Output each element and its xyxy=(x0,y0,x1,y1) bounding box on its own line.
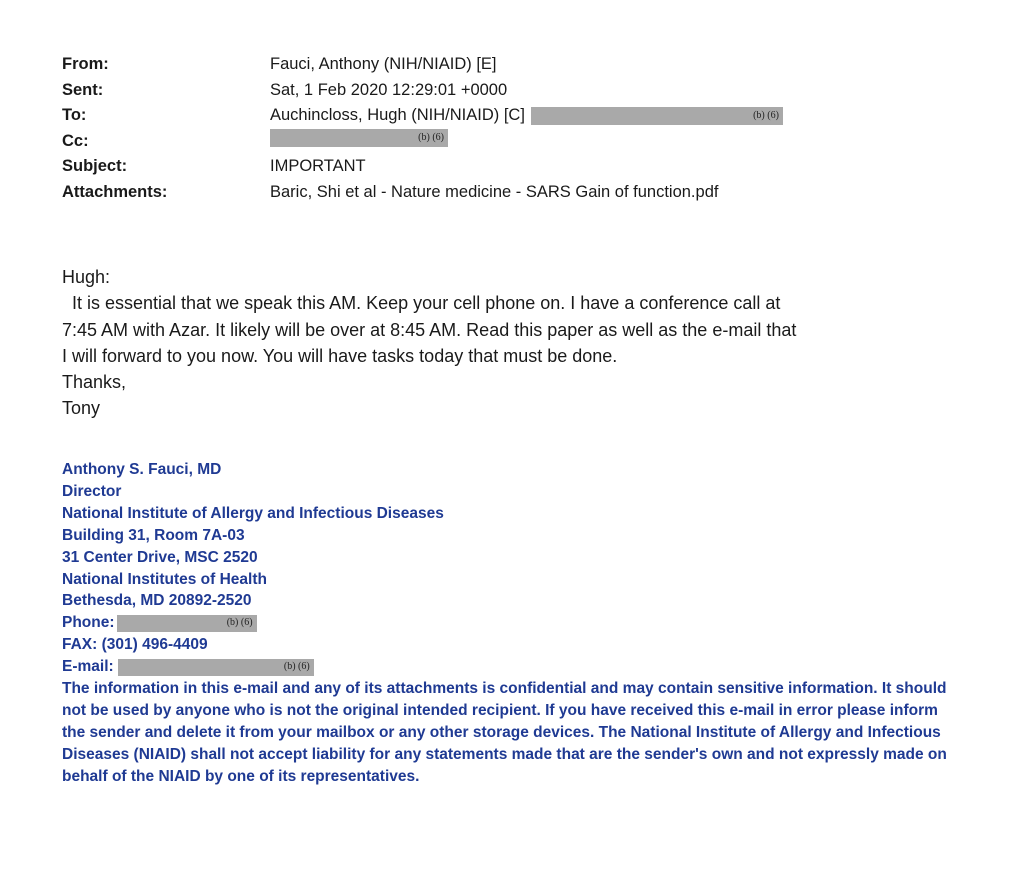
body-line-1: It is essential that we speak this AM. Keep your cell phone on. I have a conference call at xyxy=(72,293,781,314)
sig-street: 31 Center Drive, MSC 2520 xyxy=(62,548,258,566)
to-value: Auchincloss, Hugh (NIH/NIAID) [C] xyxy=(270,106,525,124)
phone-redaction: (b) (6) xyxy=(117,615,257,632)
cc-label: Cc: xyxy=(62,131,89,150)
cc-value-wrap xyxy=(270,129,448,147)
from-label: From: xyxy=(62,55,109,73)
sig-building: Building 31, Room 7A-03 xyxy=(62,526,245,544)
attachment-link[interactable]: Baric, Shi et al - Nature medicine - SARS Gain of function.pdf xyxy=(270,182,719,201)
sender-name: Tony xyxy=(62,398,101,419)
to-redaction: (b) (6) xyxy=(531,107,783,125)
sent-value: Sat, 1 Feb 2020 12:29:01 +0000 xyxy=(270,80,508,99)
phone-label: Phone: xyxy=(62,614,115,632)
to-value-wrap xyxy=(270,103,783,129)
sig-title: Director xyxy=(62,482,122,500)
subject-value: IMPORTANT xyxy=(270,157,366,175)
body-line-2: 7:45 AM with Azar. It likely will be over at 8:45 AM. Read this paper as well as the e-mail that xyxy=(62,319,797,340)
sig-fax: FAX: (301) 496-4409 xyxy=(62,636,208,654)
cc-redaction: (b) (6) xyxy=(270,129,448,147)
attachments-label: Attachments: xyxy=(62,182,168,201)
closing: Thanks, xyxy=(62,372,127,393)
signature-block xyxy=(62,459,982,788)
email-label: E-mail: xyxy=(62,658,114,676)
sig-org: National Institutes of Health xyxy=(62,570,267,588)
sig-email xyxy=(62,656,982,678)
confidentiality-disclaimer: The information in this e-mail and any of its attachments is confidential and may contain sensitive information. It should not be used by anyone who is not the original intended recipient. If you have received this e-mail in error please inform the sender and delete it from your mailbox or any other storage devices. The National Institute of Allergy and Infectious Diseases (NIAID) shall not accept liability for any statements made that are the sender's own and not expressly made on behalf of the NIAID by one of its representatives. xyxy=(62,680,947,785)
email-redaction: (b) (6) xyxy=(118,659,314,676)
sig-institute: National Institute of Allergy and Infectious Diseases xyxy=(62,504,444,522)
subject-label: Subject: xyxy=(62,157,128,175)
sig-city: Bethesda, MD 20892-2520 xyxy=(62,592,252,610)
sent-label: Sent: xyxy=(62,80,104,99)
from-value: Fauci, Anthony (NIH/NIAID) [E] xyxy=(270,55,497,73)
greeting: Hugh: xyxy=(62,267,111,287)
sig-name: Anthony S. Fauci, MD xyxy=(62,461,222,478)
email-body xyxy=(62,264,982,422)
to-label: To: xyxy=(62,106,87,124)
body-line-3: I will forward to you now. You will have tasks today that must be done. xyxy=(62,345,618,366)
sig-phone xyxy=(62,612,982,634)
